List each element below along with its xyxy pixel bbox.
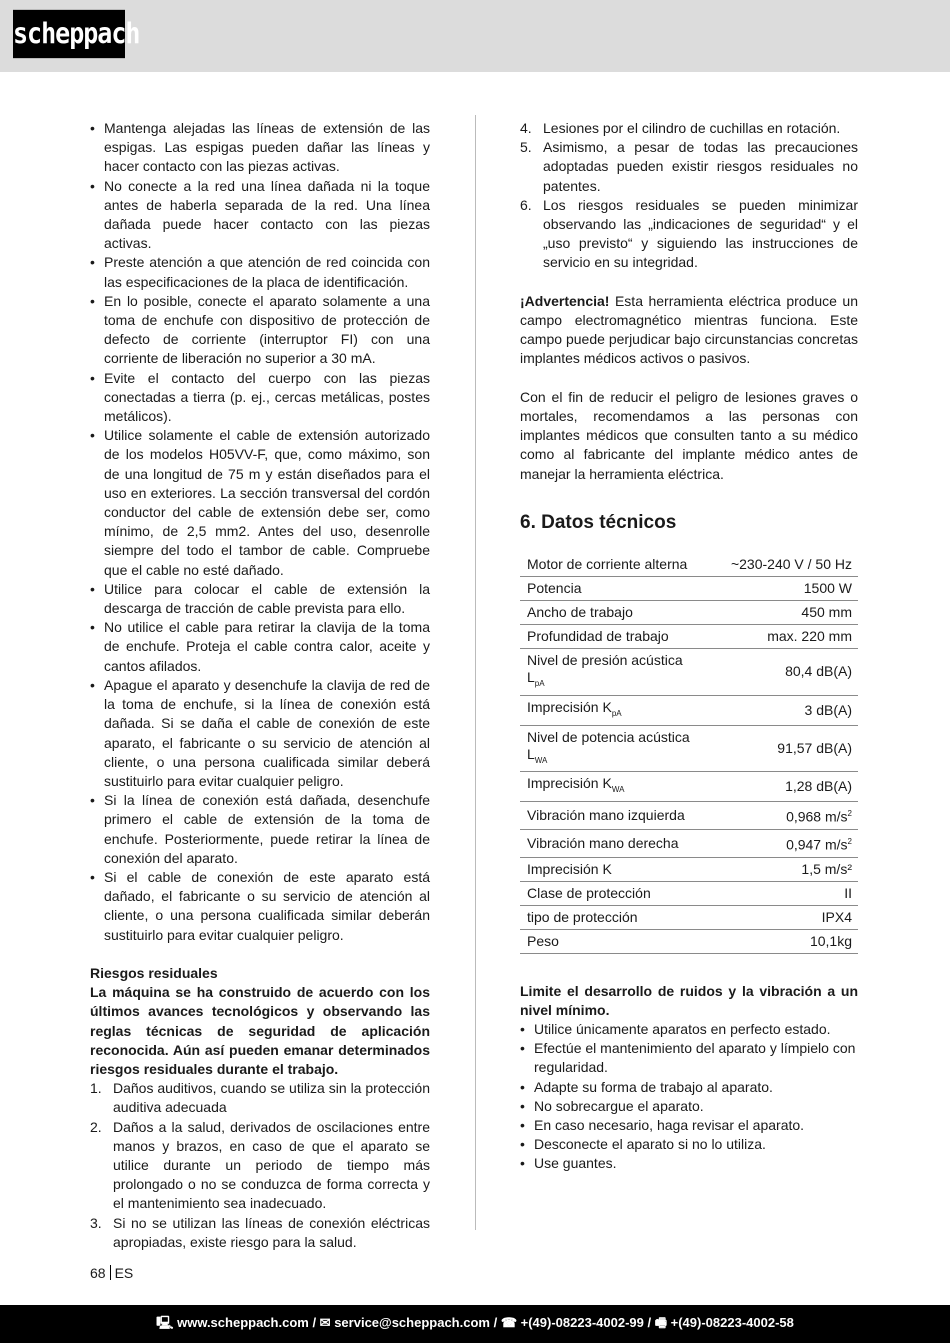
list-item-text: Si la línea de conexión está dañada, desenchufe primero el cable de extensión de la toma de enchufe. Posteriormente, puede retirar la línea de conexión del aparato. [104,792,430,866]
list-item-text: Utilice solamente el cable de extensión autorizado de los modelos H05VV-F, que, como máximo, son de una longitud de 75 m y están diseñados para el uso en exteriores. La sección transversal del cordón conductor del cable de extensión debe ser, como mínimo, de 2,5 mm2. Antes del uso, desenrolle siempre del todo el tambor de cable. Compruebe que el cable no esté dañado. [104,427,430,578]
spec-row [520,829,858,857]
bullet-icon: • [520,1097,525,1114]
list-item-text: No utilice el cable para retirar la clavija de la toma de enchufe. Proteja el cable contra calor, aceite y cantos afilados. [104,619,430,674]
warning-label: ¡Advertencia! [520,292,610,309]
list-item [90,119,430,177]
spec-row [520,577,858,601]
spec-row [520,929,858,953]
list-item [520,1078,858,1097]
email-link[interactable]: service@scheppach.com [334,1315,490,1330]
section-title: 6. Datos técnicos [520,512,677,534]
list-item-text: Adapte su forma de trabajo al aparato. [534,1078,773,1095]
spec-label: Imprecisión K [520,857,712,881]
spec-row [520,601,858,625]
scheppach-logo: scheppach [13,10,125,58]
list-item-text: En lo posible, conecte el aparato solamente a una toma de enchufe con dispositivo de protección de defecto de corriente (interruptor FI) con una corriente de liberación no superior a 30 mA. [104,292,430,367]
safety-bullet-list [90,119,430,945]
separator: / [489,1315,501,1330]
spec-label: Vibración mano izquierda [520,802,712,830]
bullet-icon: • [520,1020,525,1037]
list-item-text: Si no se utilizan las líneas de conexión eléctricas apropiadas, existe riesgo para la salud. [113,1214,430,1250]
list-item [520,138,858,196]
risk-list [90,1079,430,1252]
list-item-text: Daños auditivos, cuando se utiliza sin la protección auditiva adecuada [113,1080,430,1116]
list-item-text: Lesiones por el cilindro de cuchillas en rotación. [543,120,841,136]
list-item-text: Evite el contacto del cuerpo con las piezas conectadas a tierra (p. ej., cercas metálicas, postes metálicos). [104,369,430,425]
spec-label: Imprecisión $K_{pA}$ [520,695,712,725]
right-column [520,119,858,1174]
subscript: WA [534,755,548,765]
technical-data-table [520,553,858,954]
subscript: WA [611,785,625,795]
list-item [520,1097,858,1116]
footer-contact-bar [0,1305,950,1343]
spec-row [520,649,858,696]
bullet-icon: • [90,254,95,271]
page-number [90,1265,133,1281]
spec-value: II [712,881,858,905]
list-item-text: No conecte a la red una línea dañada ni la toque antes de haberla separada de la red. Una línea dañada puede hacer contacto con las piezas activas. [104,177,430,252]
list-item-text: Asimismo, a pesar de todas las precauciones adoptadas pueden existir riesgos residuales no patentes. [543,139,858,194]
computer-icon: 🖳︎ [156,1315,174,1330]
list-item [520,1154,858,1173]
spec-label: Nivel de potencia acústica $L_{WA}$ [520,725,712,772]
list-item [90,1118,430,1214]
bullet-icon: • [90,369,95,386]
list-item [520,196,858,273]
list-item [90,676,430,791]
spec-label: Vibración mano derecha [520,829,712,857]
bullet-icon: • [90,427,95,444]
spec-value: 10,1kg [712,929,858,953]
list-item-text: Desconecte el aparato si no lo utiliza. [534,1136,766,1153]
spec-row [520,625,858,649]
list-number: 2. [90,1118,102,1135]
superscript: 2 [847,809,852,819]
subscript: pA [611,708,622,718]
list-item [520,119,858,138]
list-item [90,580,430,618]
list-item [90,868,430,945]
bullet-icon: • [90,120,95,136]
spec-label: Ancho de trabajo [520,601,712,625]
warning-text: Esta herramienta eléctrica produce un campo electromagnético mientras funciona. Este campo puede perjudicar bajo circunstancias concretas implantes médicos activos o pasivos. [520,292,858,367]
list-number: 5. [520,139,532,156]
warning-paragraph [520,292,858,369]
spec-row [520,857,858,881]
bullet-icon: • [520,1078,525,1095]
bullet-icon: • [90,676,95,693]
list-item [90,369,430,427]
list-number: 1. [90,1080,102,1097]
list-item-text: Utilice para colocar el cable de extensión la descarga de tracción de cable prevista para ello. [104,580,430,617]
bullet-icon: • [90,177,95,194]
spec-value: 0,968 $m/s^2$ [712,802,858,830]
bullet-icon: • [90,580,95,597]
list-item [90,426,430,580]
fax-icon: 🖷︎ [654,1315,667,1330]
spec-row [520,695,858,725]
list-number: 3. [90,1214,102,1231]
spec-value: 91,57 dB(A) [712,725,858,772]
spec-label: Peso [520,929,712,953]
bullet-icon: • [520,1116,525,1133]
list-item-text: No sobrecargue el aparato. [534,1097,704,1114]
separator: / [308,1315,320,1330]
list-item [90,791,430,868]
list-item [520,1116,858,1135]
website-link[interactable]: www.scheppach.com [177,1315,309,1330]
list-number: 6. [520,196,532,213]
list-item-text: Daños a la salud, derivados de oscilaciones entre manos y brazos, en caso de que el aparato se utilice durante un periodo de tiempo más prolongado o no se conduzca de forma correcta y el mantenimiento sea inadecuado. [113,1118,430,1212]
spec-row [520,881,858,905]
bullet-icon: • [90,292,95,309]
spec-value: 1,5 m/s² [712,857,858,881]
mail-icon: ✉︎ [319,1315,331,1330]
left-column [90,119,430,1252]
spec-value: 80,4 dB(A) [712,649,858,696]
spec-row [520,802,858,830]
separator: / [643,1315,655,1330]
list-item-text: Mantenga alejadas las líneas de extensión de las espigas. Las espigas pueden dañar las líneas y hacer contacto con las piezas activas. [104,120,430,175]
bullet-icon: • [90,868,95,885]
list-item [90,618,430,676]
list-item-text: Preste atención a que atención de red coincida con las especificaciones de la placa de identificación. [104,254,430,290]
spec-row [520,905,858,929]
list-item-text: Efectúe el mantenimiento del aparato y límpielo con regularidad. [534,1040,856,1076]
fax-number: +(49)-08223-4002-58 [670,1315,794,1330]
list-item [90,177,430,254]
noise-bullet-list [520,1020,858,1174]
spec-row [520,772,858,802]
spec-value: 1500 W [712,577,858,601]
list-item [90,1214,430,1252]
superscript: 2 [847,836,852,846]
bullet-icon: • [90,619,95,636]
spec-value: 450 mm [712,601,858,625]
spec-label: Imprecisión $K_{WA}$ [520,772,712,802]
list-item-text: Los riesgos residuales se pueden minimizar observando las „indicaciones de seguridad“ y el „uso previsto“ y siguiendo las instrucciones de servicio en su integridad. [543,196,858,271]
list-item [520,1135,858,1154]
column-divider [475,115,476,1230]
list-item-text: Utilice únicamente aparatos en perfecto estado. [534,1020,831,1037]
spec-label: Clase de protección [520,881,712,905]
risk-list-continued [520,119,858,273]
bullet-icon: • [520,1040,525,1057]
spec-value: 0,947 $m/s^2$ [712,829,858,857]
spec-value: 3 dB(A) [712,695,858,725]
spec-label: Motor de corriente alterna [520,553,712,577]
list-item-text: Si el cable de conexión de este aparato está dañado, el fabricante o su servicio de atención al cliente, o una persona cualificada similar deberán sustituirlo para evitar cualquier peligro. [104,868,430,943]
header-bar [0,0,950,72]
implant-paragraph: Con el fin de reducir el peligro de lesiones graves o mortales, recomendamos a las personas con implantes médicos que consulten tanto a su médico como al fabricante del implante médico antes de manejar la herramienta eléctrica. [520,388,858,482]
list-item [90,1079,430,1117]
list-item [520,1020,858,1039]
spec-value: max. 220 mm [712,625,858,649]
spec-label: tipo de protección [520,905,712,929]
spec-label: Potencia [520,577,712,601]
list-item [90,253,430,291]
spec-label: Nivel de presión acústica $L_{pA}$ [520,649,712,696]
phone-icon: ☎︎ [500,1315,518,1330]
residual-risks-intro: La máquina se ha construido de acuerdo con los últimos avances tecnológicos y observando las reglas técnicas de seguridad de aplicación reconocida. Aún así pueden emanar determinados riesgos residuales durante el trabajo. [90,984,430,1077]
subscript: pA [534,678,545,688]
list-item [90,292,430,369]
list-item [520,1039,858,1077]
bullet-icon: • [520,1155,525,1172]
bullet-icon: • [90,792,95,809]
phone-number: +(49)-08223-4002-99 [520,1315,644,1330]
bullet-icon: • [520,1136,525,1153]
list-item-text: Use guantes. [534,1155,617,1172]
page-number-value: 68 [90,1265,106,1281]
noise-title: Limite el desarrollo de ruidos y la vibración a un nivel mínimo. [520,982,858,1018]
spec-row [520,553,858,577]
spec-label: Profundidad de trabajo [520,625,712,649]
spec-value: IPX4 [712,905,858,929]
spec-value: ~230-240 V / 50 Hz [712,553,858,577]
page-language: ES [114,1265,134,1281]
list-item-text: Apague el aparato y desenchufe la clavija de red de la toma de enchufe, si la línea de conexión está dañada. Si se daña el cable de conexión de este aparato, el fabricante o su servicio de atención al cliente, o una persona cualificada similar deberá sustituirlo para evitar cualquier peligro. [104,676,430,789]
residual-risks-title: Riesgos residuales [90,964,218,981]
spec-value: 1,28 dB(A) [712,772,858,802]
list-number: 4. [520,120,532,136]
list-item-text: En caso necesario, haga revisar el aparato. [534,1116,805,1133]
spec-row [520,725,858,772]
